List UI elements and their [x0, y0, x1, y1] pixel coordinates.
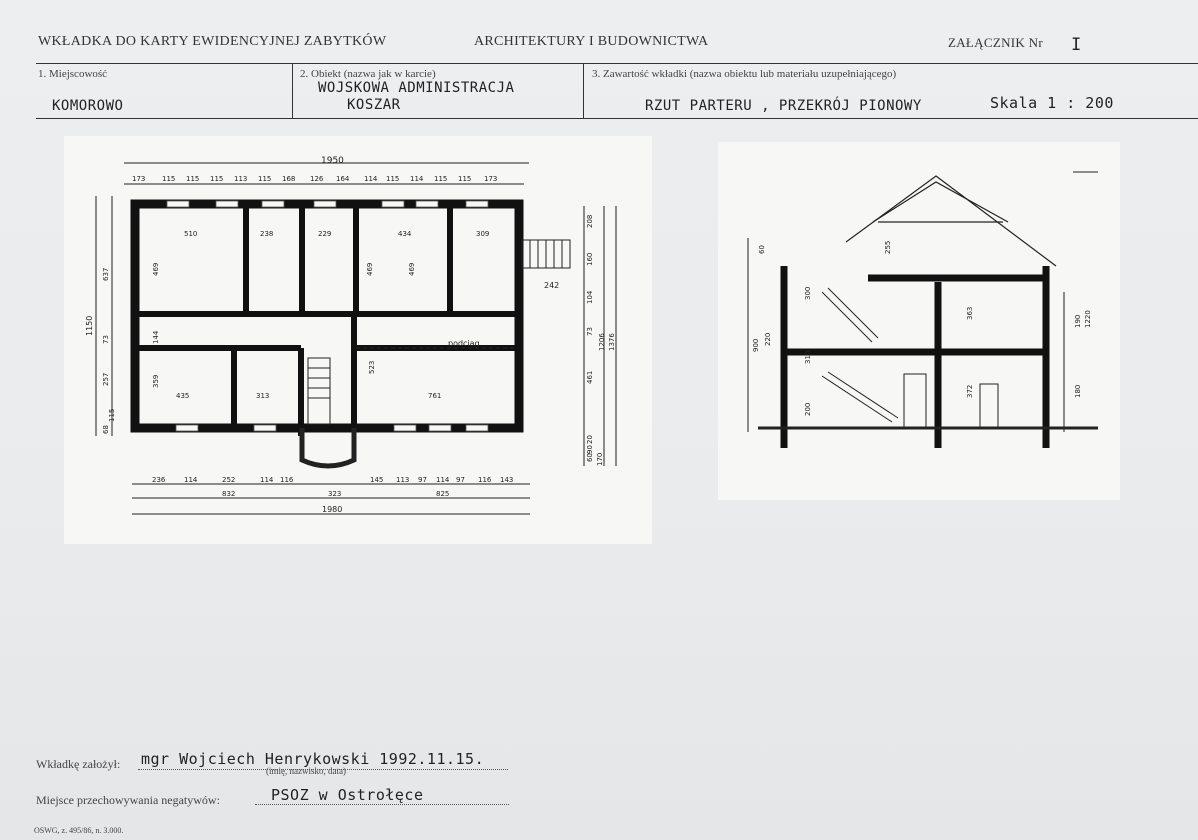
room-width-label: 510 — [184, 230, 198, 238]
plan-top-dim: 173 — [484, 175, 498, 183]
plan-right-dim: 90 — [586, 445, 594, 454]
place-value: KOMOROWO — [52, 98, 124, 114]
room-height-label: 469 — [366, 262, 374, 276]
plan-bottom-dim: 97 — [456, 476, 465, 484]
room-height-label: 523 — [368, 360, 376, 374]
field-divider-2 — [583, 63, 584, 119]
card-title-left: WKŁADKA DO KARTY EWIDENCYJNEJ ZABYTKÓW — [38, 34, 387, 49]
plan-top-dim: 164 — [336, 175, 350, 183]
object-value-line1: WOJSKOWA ADMINISTRACJA — [318, 80, 515, 96]
plan-bottom-dim: 114 — [436, 476, 450, 484]
plan-bottom-dim: 116 — [478, 476, 492, 484]
plan-bottom-dim: 252 — [222, 476, 236, 484]
plan-bottom-dim: 143 — [500, 476, 514, 484]
storage-value: PSOZ w Ostrołęce — [271, 786, 424, 804]
card-title-mid: ARCHITEKTURY I BUDOWNICTWA — [474, 34, 709, 49]
section-dim: 310 — [804, 350, 812, 364]
room-height-label: 469 — [408, 262, 416, 276]
room-width-label: 313 — [256, 392, 270, 400]
section-dim: 900 — [752, 338, 760, 352]
plan-bottom-dim: 114 — [260, 476, 274, 484]
plan-right-total-b: 1376 — [608, 333, 616, 351]
plan-right-dim: 104 — [586, 290, 594, 304]
storage-label: Miejsce przechowywania negatywów: — [36, 793, 220, 807]
contents-label: 3. Zawartość wkładki (nazwa obiektu lub materiału uzupełniającego) — [592, 68, 897, 80]
plan-right-dim: 160 — [586, 252, 594, 266]
room-width-label: 435 — [176, 392, 190, 400]
section-dim: 60 — [758, 245, 766, 254]
podciag-label: podciąg — [448, 339, 480, 348]
plan-right-total-a: 1206 — [598, 333, 606, 351]
plan-bottom-dim: 145 — [370, 476, 384, 484]
plan-top-dim: 168 — [282, 175, 296, 183]
plan-left-dim: 68 — [102, 425, 110, 434]
plan-top-dim: 114 — [410, 175, 424, 183]
room-height-label: 144 — [152, 330, 160, 344]
section-dim: 255 — [884, 240, 892, 254]
plan-left-dim: 73 — [102, 335, 110, 344]
plan-left-total: 1150 — [85, 315, 94, 336]
plan-bottom-dim: 832 — [222, 490, 236, 498]
section-drawing — [718, 142, 1120, 500]
room-width-label: 238 — [260, 230, 274, 238]
plan-bottom-dim: 114 — [184, 476, 198, 484]
plan-left-dim: 115 — [108, 408, 116, 422]
plan-right-dim: 60 — [586, 453, 594, 462]
plan-top-dim: 115 — [210, 175, 224, 183]
section-photo — [718, 142, 1120, 500]
section-dim: 363 — [966, 306, 974, 320]
section-dim: 200 — [804, 402, 812, 416]
attachment-number: I — [1071, 35, 1082, 55]
section-dim: 180 — [1074, 384, 1082, 398]
attachment-label: ZAŁĄCZNIK Nr — [948, 35, 1043, 50]
object-label: 2. Obiekt (nazwa jak w karcie) — [300, 68, 436, 80]
section-dim: 1220 — [1084, 310, 1092, 328]
section-dim: 190 — [1074, 314, 1082, 328]
created-label: Wkładkę założył: — [36, 757, 121, 771]
room-width-label: 229 — [318, 230, 332, 238]
plan-right-dim: 20 — [586, 435, 594, 444]
created-value: mgr Wojciech Henrykowski 1992.11.15. — [141, 750, 485, 768]
room-height-label: 359 — [152, 374, 160, 388]
section-dim: 300 — [804, 286, 812, 300]
header-rule-bottom — [36, 118, 1198, 119]
floor-plan-photo — [64, 136, 652, 544]
plan-top-dim: 173 — [132, 175, 146, 183]
plan-bottom-dim: 236 — [152, 476, 166, 484]
field-divider-1 — [292, 63, 293, 119]
plan-top-dim: 115 — [434, 175, 448, 183]
plan-left-dim: 257 — [102, 372, 110, 386]
section-dim: 372 — [966, 384, 974, 398]
created-hint: (imię, nazwisko, data) — [266, 766, 346, 776]
plan-top-dim: 115 — [386, 175, 400, 183]
plan-top-dim: 113 — [234, 175, 248, 183]
plan-right-dim: 73 — [586, 327, 594, 336]
object-value-line2: KOSZAR — [347, 97, 401, 113]
storage-dotted-line — [255, 804, 509, 805]
contents-value: RZUT PARTERU , PRZEKRÓJ PIONOWY — [645, 98, 922, 114]
plan-top-dim: 115 — [162, 175, 176, 183]
plan-top-dim: 114 — [364, 175, 378, 183]
room-width-label: 434 — [398, 230, 412, 238]
plan-left-dim: 637 — [102, 267, 110, 281]
plan-right-dim: 208 — [586, 214, 594, 228]
room-width-label: 761 — [428, 392, 442, 400]
plan-bottom-dim: 825 — [436, 490, 450, 498]
plan-top-dim: 115 — [458, 175, 472, 183]
scale-value: Skala 1 : 200 — [990, 94, 1114, 112]
place-label: 1. Miejscowość — [38, 68, 108, 80]
created-dotted-line — [138, 769, 508, 770]
plan-bottom-dim: 116 — [280, 476, 294, 484]
section-dim: 220 — [764, 332, 772, 346]
plan-bottom-total: 1980 — [322, 505, 343, 514]
room-height-label: 469 — [152, 262, 160, 276]
plan-right-bottom: 170 — [596, 452, 604, 466]
stair-dim: 242 — [544, 281, 560, 290]
plan-right-dim: 461 — [586, 370, 594, 384]
floor-plan-labels — [64, 136, 652, 544]
plan-top-dim: 126 — [310, 175, 324, 183]
header-rule-top — [36, 63, 1198, 64]
room-width-label: 309 — [476, 230, 490, 238]
plan-top-dim: 115 — [258, 175, 272, 183]
plan-top-total: 1950 — [321, 156, 344, 166]
plan-top-dim: 115 — [186, 175, 200, 183]
plan-bottom-dim: 113 — [396, 476, 410, 484]
plan-bottom-dim: 97 — [418, 476, 427, 484]
print-info: OSWG, z. 495/86, n. 3.000. — [34, 826, 124, 835]
plan-bottom-dim: 323 — [328, 490, 342, 498]
